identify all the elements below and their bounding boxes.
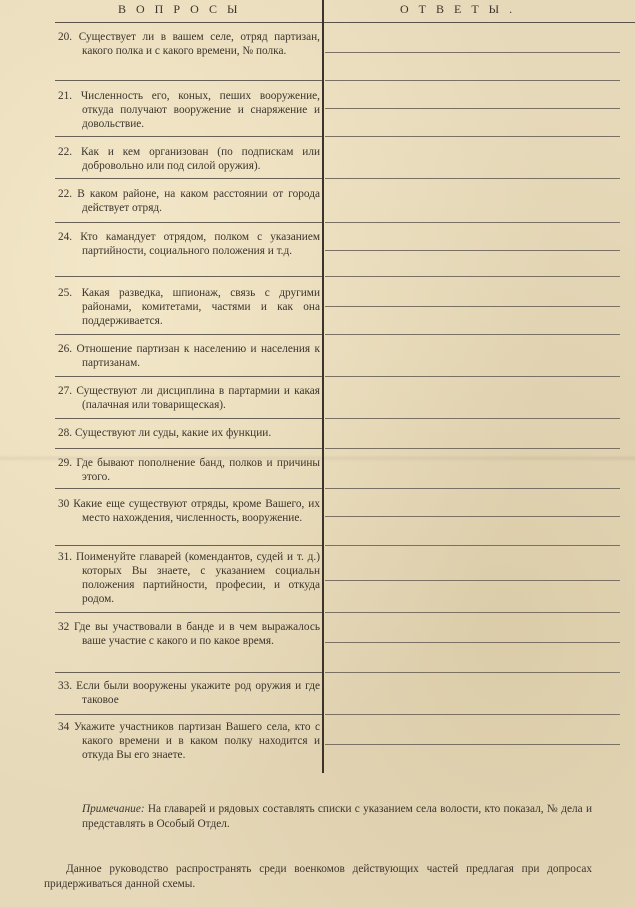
question-text: Какие еще существуют отряды, кроме Вашего, их место нахождения, численность, вооружение. <box>73 498 320 524</box>
answer-line <box>325 136 620 137</box>
question-29 <box>58 456 320 484</box>
answer-line <box>325 545 620 546</box>
question-number: 22. <box>58 188 73 200</box>
question-28 <box>58 426 320 440</box>
question-21 <box>58 89 320 131</box>
answer-line <box>325 612 620 613</box>
answer-line <box>325 714 620 715</box>
question-text: Кто камандует отрядом, полком с указанием партийности, социального положения и т.д. <box>80 231 320 257</box>
row-divider <box>55 448 322 449</box>
question-20 <box>58 30 320 58</box>
question-number: 25. <box>58 287 73 299</box>
answers-column-header: ОТВЕТЫ. <box>400 2 523 16</box>
question-number: 31. <box>58 551 73 563</box>
question-30 <box>58 497 320 525</box>
note <box>82 802 592 832</box>
question-text: Где вы участвовали в банде и в чем выражалось ваше участие с какого и по какое время. <box>73 621 321 647</box>
note-label: Примечание: <box>82 803 145 815</box>
questions-column-header: ВОПРОСЫ <box>118 2 248 16</box>
row-divider <box>55 672 322 673</box>
question-number: 34 <box>58 721 70 733</box>
row-divider <box>55 276 322 277</box>
question-text: Укажите участников партизан Вашего села, кто с какого времени и в каком полку находится и откуда Вы его знаете. <box>73 721 320 761</box>
row-divider <box>55 80 322 81</box>
question-number: 27. <box>58 385 73 397</box>
answer-line <box>325 178 620 179</box>
question-text: Если были вооружены укажите род оружия и где таковое <box>76 680 320 706</box>
question-23 <box>58 187 320 215</box>
question-number: 21. <box>58 90 73 102</box>
question-text: Как и кем организован (по подпискам или добровольно или под силой оружия). <box>81 146 321 172</box>
header-rule <box>55 22 635 23</box>
row-divider <box>55 136 322 137</box>
question-number: 22. <box>58 146 73 158</box>
answer-line <box>325 108 620 109</box>
note-text: На главарей и рядовых составлять списки с указанием села волости, кто показал, № дела и представлять в Особый Отдел. <box>82 803 592 830</box>
answer-line <box>325 222 620 223</box>
answer-line <box>325 418 620 419</box>
row-divider <box>55 178 322 179</box>
answer-line <box>325 52 620 53</box>
question-text: Где бывают пополнение банд, полков и причины этого. <box>76 457 320 483</box>
question-26 <box>58 342 320 370</box>
question-text: Численность его, коных, пеших вооружение, откуда получают вооружение и снаряжение и довольствие. <box>80 90 320 130</box>
answer-line <box>325 250 620 251</box>
row-divider <box>55 545 322 546</box>
footer-instruction <box>44 862 592 892</box>
question-text: Существуют ли дисциплина в партармии и какая (палачная или товарищеская). <box>76 385 321 411</box>
answer-line <box>325 488 620 489</box>
question-31 <box>58 550 320 606</box>
row-divider <box>55 714 322 715</box>
question-number: 28. <box>58 427 73 439</box>
question-text: В каком районе, на каком расстоянии от города действует отряд. <box>77 188 320 214</box>
question-number: 33. <box>58 680 73 692</box>
row-divider <box>55 376 322 377</box>
row-divider <box>55 334 322 335</box>
question-22 <box>58 145 320 173</box>
answer-line <box>325 516 620 517</box>
answer-line <box>325 306 620 307</box>
question-text: Какая разведка, шпионаж, связь с другими районами, комитетами, частями и как она поддерживается. <box>81 287 320 327</box>
row-divider <box>55 222 322 223</box>
footer-text: Данное руководство распространять среди военкомов действующих частей предлагая при допросах придерживаться данной схемы. <box>44 863 592 890</box>
column-divider <box>322 0 324 773</box>
question-number: 20. <box>58 31 73 43</box>
answer-line <box>325 448 620 449</box>
answer-line <box>325 580 620 581</box>
question-number: 30 <box>58 498 70 510</box>
question-27 <box>58 384 320 412</box>
answer-line <box>325 80 620 81</box>
answer-line <box>325 276 620 277</box>
question-number: 32 <box>58 621 70 633</box>
question-number: 24. <box>58 231 73 243</box>
question-text: Существуют ли суды, какие их функции. <box>74 427 272 439</box>
question-text: Поименуйте главарей (комендантов, судей и т. д.) которых Вы знаете, с указанием социальн положения партийности, професии, и откуда родом. <box>75 551 321 605</box>
answer-line <box>325 672 620 673</box>
question-25 <box>58 286 320 328</box>
question-number: 29. <box>58 457 73 469</box>
question-33 <box>58 679 320 707</box>
question-text: Отношение партизан к населению и населения к партизанам. <box>76 343 320 369</box>
question-24 <box>58 230 320 258</box>
answer-line <box>325 642 620 643</box>
question-32 <box>58 620 320 648</box>
question-number: 26. <box>58 343 73 355</box>
row-divider <box>55 612 322 613</box>
row-divider <box>55 418 322 419</box>
answer-line <box>325 744 620 745</box>
answer-line <box>325 334 620 335</box>
row-divider <box>55 488 322 489</box>
question-34 <box>58 720 320 762</box>
answer-line <box>325 376 620 377</box>
question-text: Существует ли в вашем селе, отряд партизан, какого полка и с какого времени, № полка. <box>78 31 321 57</box>
